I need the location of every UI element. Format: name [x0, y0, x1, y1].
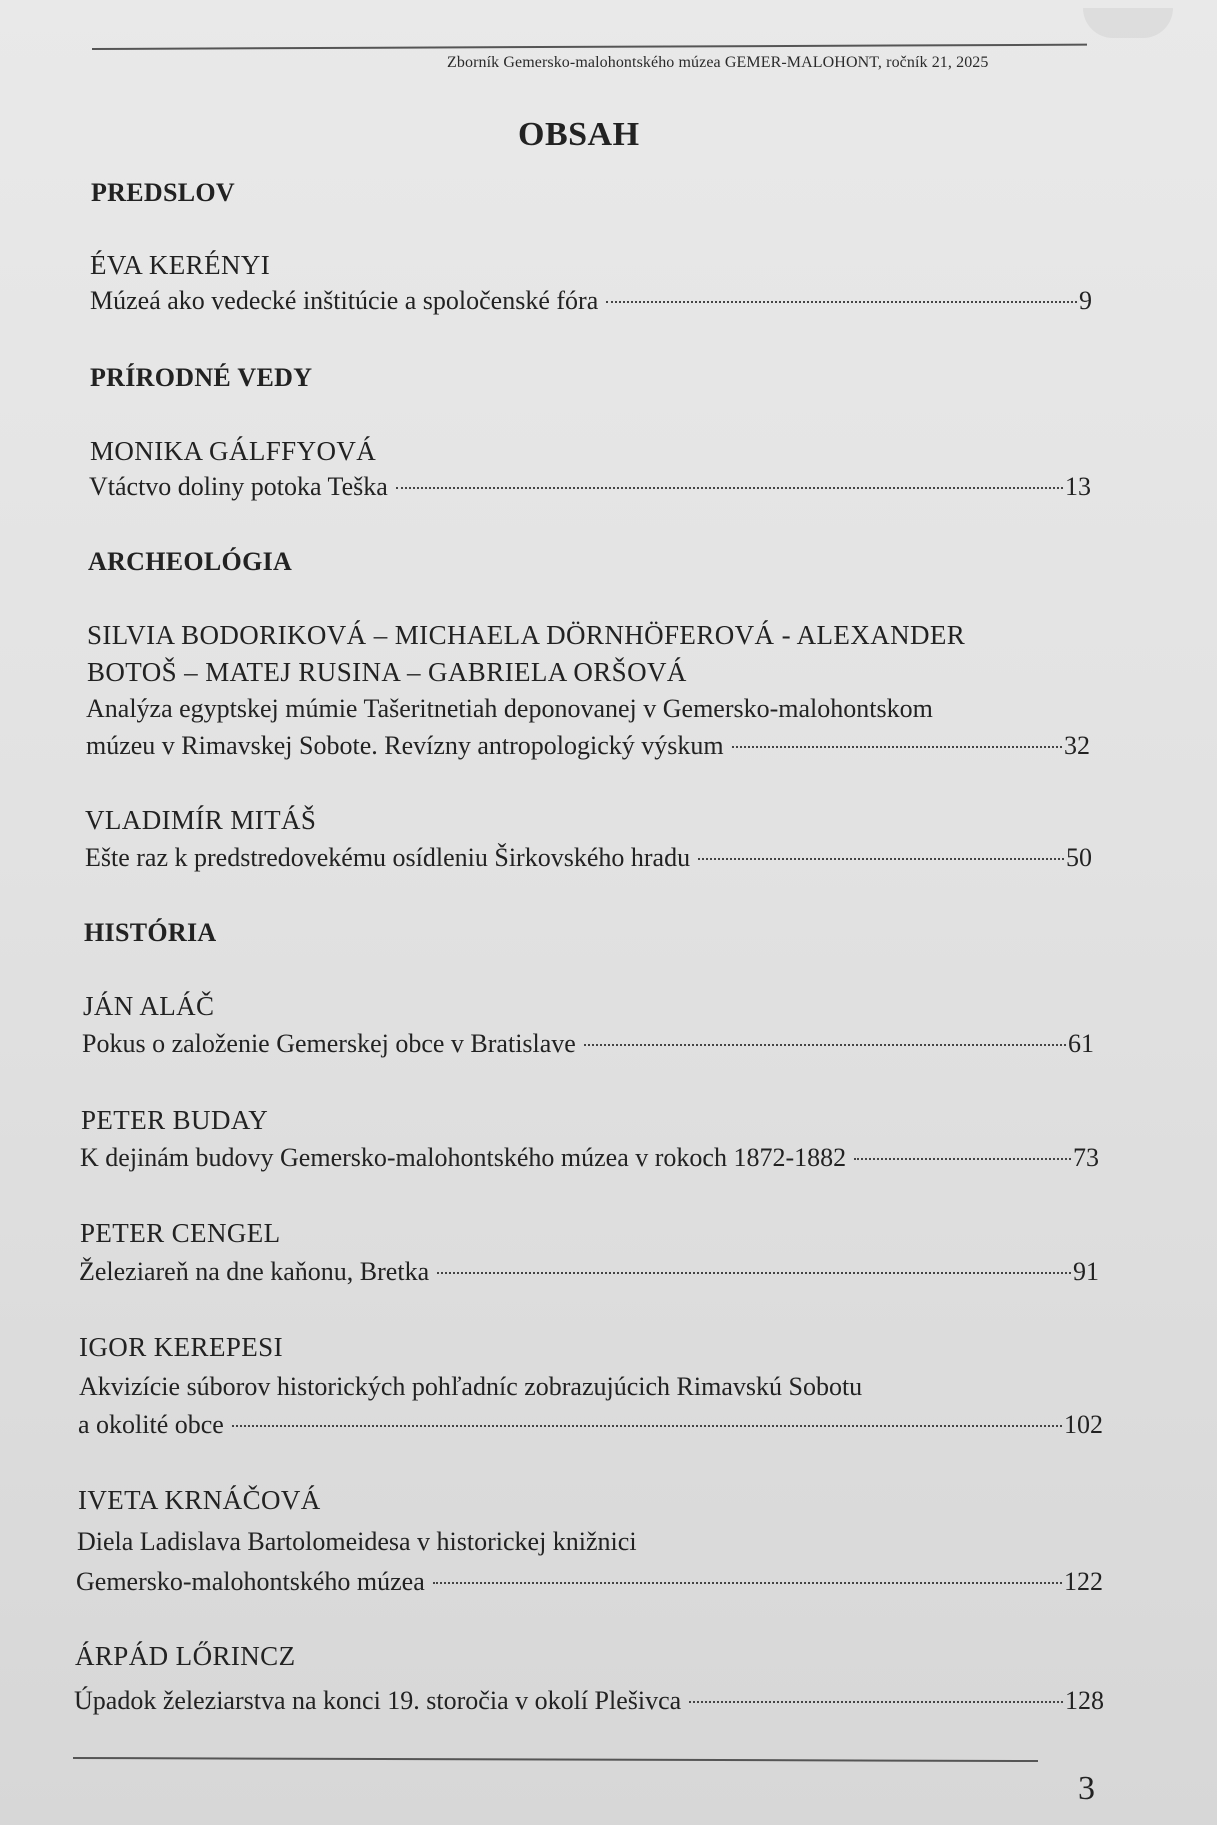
page-edge-shadow	[1083, 8, 1173, 38]
entry-page-number: 73	[1073, 1143, 1099, 1172]
entry-author: IGOR KEREPESI	[79, 1332, 283, 1362]
leader-dots	[232, 1425, 1062, 1427]
entry-author: PETER CENGEL	[80, 1218, 281, 1248]
leader-dots	[854, 1158, 1071, 1160]
leader-dots	[584, 1044, 1066, 1046]
section-heading-predslov: PREDSLOV	[91, 178, 235, 207]
entry-title: a okolité obce	[78, 1410, 224, 1439]
toc-entry	[79, 1257, 1099, 1287]
running-header: Zborník Gemersko-malohontského múzea GEMER-MALOHONT, ročník 21, 2025	[447, 54, 989, 71]
footer-rule	[73, 1757, 1038, 1762]
entry-title: Úpadok železiarstva na konci 19. storočia v okolí Plešivca	[74, 1686, 682, 1715]
entry-title: múzeu v Rimavskej Sobote. Revízny antropologický výskum	[86, 731, 724, 760]
section-heading-historia: HISTÓRIA	[84, 918, 217, 947]
entry-author: ÉVA KERÉNYI	[90, 250, 271, 280]
entry-author: SILVIA BODORIKOVÁ – MICHAELA DÖRNHÖFEROVÁ - ALEXANDER	[87, 620, 966, 650]
entry-page-number: 9	[1079, 286, 1092, 315]
entry-page-number: 50	[1066, 843, 1092, 872]
toc-entry	[86, 731, 1090, 761]
leader-dots	[433, 1582, 1062, 1584]
page-number: 3	[1078, 1770, 1095, 1807]
header-rule	[92, 44, 1087, 50]
entry-page-number: 122	[1064, 1567, 1103, 1596]
leader-dots	[437, 1272, 1071, 1274]
entry-title: Vtáctvo doliny potoka Teška	[89, 472, 388, 501]
entry-title: Železiareň na dne kaňonu, Bretka	[79, 1257, 430, 1286]
entry-page-number: 91	[1073, 1257, 1099, 1286]
entry-author: VLADIMÍR MITÁŠ	[85, 805, 317, 835]
leader-dots	[698, 858, 1064, 860]
entry-title: Analýza egyptskej múmie Tašeritnetiah deponovanej v Gemersko-malohontskom	[86, 694, 933, 723]
leader-dots	[606, 301, 1077, 303]
leader-dots	[396, 487, 1063, 489]
entry-page-number: 61	[1068, 1029, 1094, 1058]
toc-entry	[80, 1143, 1099, 1173]
leader-dots	[732, 746, 1062, 748]
entry-title: Ešte raz k predstredovekému osídleniu Širkovského hradu	[85, 843, 691, 872]
entry-title: Akvizície súborov historických pohľadníc zobrazujúcich Rimavskú Sobotu	[79, 1372, 863, 1401]
toc-entry	[89, 472, 1091, 502]
leader-dots	[689, 1701, 1063, 1703]
toc-entry	[82, 1029, 1094, 1059]
entry-author: IVETA KRNÁČOVÁ	[78, 1485, 321, 1515]
section-heading-archeologia: ARCHEOLÓGIA	[88, 547, 293, 576]
toc-entry	[90, 286, 1092, 316]
entry-page-number: 128	[1065, 1686, 1104, 1715]
entry-author: PETER BUDAY	[81, 1105, 269, 1135]
entry-title: Múzeá ako vedecké inštitúcie a spoločenské fóra	[90, 286, 599, 315]
entry-page-number: 32	[1064, 731, 1090, 760]
toc-entry	[76, 1567, 1103, 1597]
entry-author: BOTOŠ – MATEJ RUSINA – GABRIELA ORŠOVÁ	[87, 657, 687, 687]
entry-author: ÁRPÁD LŐRINCZ	[75, 1641, 296, 1671]
entry-author: JÁN ALÁČ	[83, 991, 215, 1021]
entry-title: Pokus o založenie Gemerskej obce v Bratislave	[82, 1029, 576, 1058]
page-title: OBSAH	[518, 116, 640, 153]
entry-title: Gemersko-malohontského múzea	[76, 1567, 425, 1596]
entry-page-number: 13	[1065, 472, 1091, 501]
toc-entry	[85, 843, 1092, 873]
entry-title: Diela Ladislava Bartolomeidesa v historickej knižnici	[77, 1527, 637, 1556]
toc-entry	[78, 1410, 1103, 1440]
entry-page-number: 102	[1064, 1410, 1103, 1439]
entry-title: K dejinám budovy Gemersko-malohontského múzea v rokoch 1872-1882	[80, 1143, 847, 1172]
section-heading-prirodne-vedy: PRÍRODNÉ VEDY	[90, 363, 313, 392]
entry-author: MONIKA GÁLFFYOVÁ	[90, 436, 377, 466]
toc-entry	[74, 1686, 1104, 1716]
